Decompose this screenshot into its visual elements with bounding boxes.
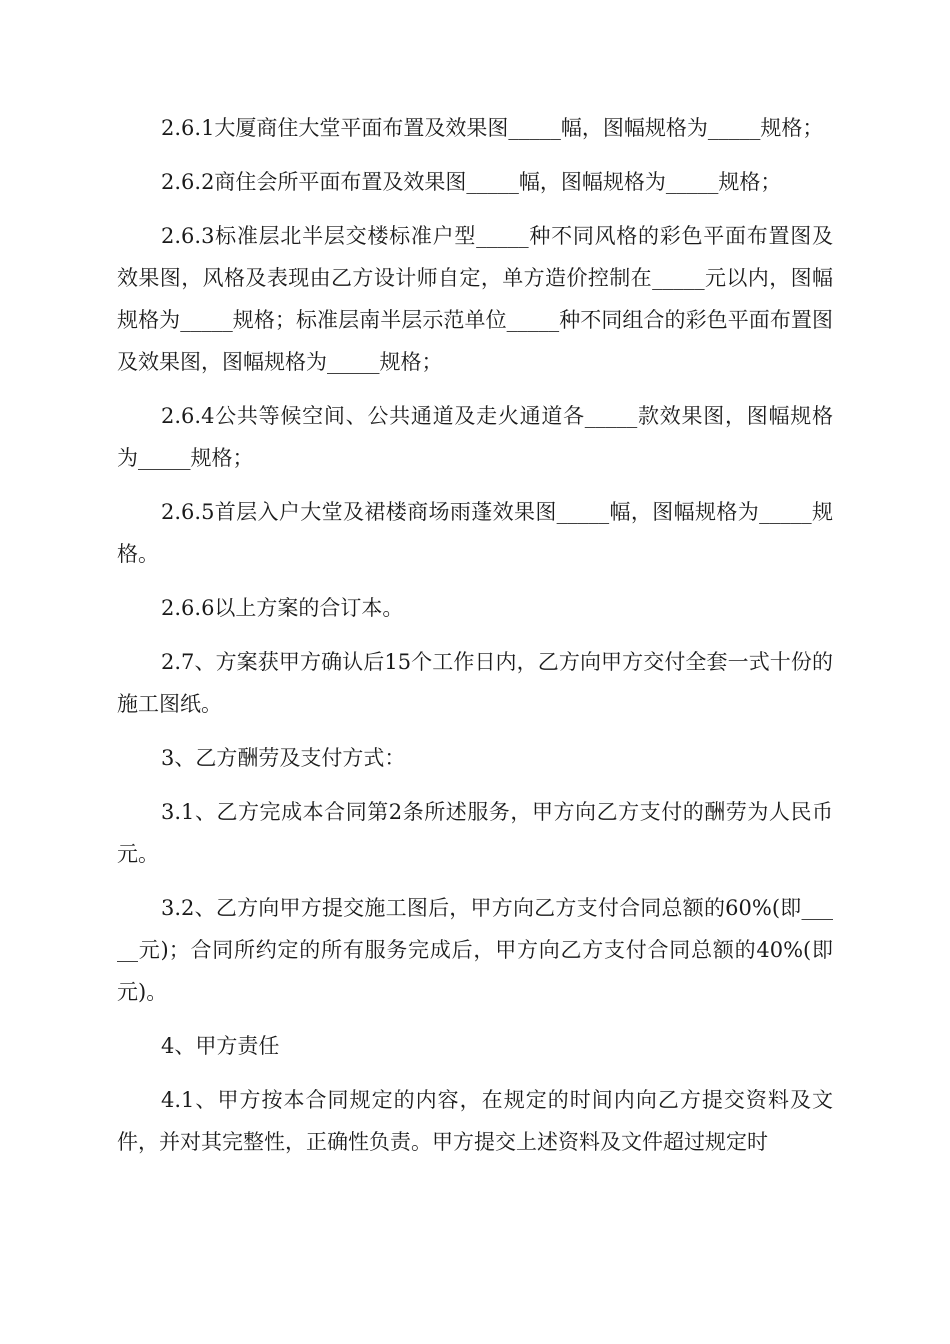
section-3-heading: 3、乙方酬劳及支付方式： <box>161 746 406 770</box>
clause-3-1: 3.1、乙方完成本合同第2条所述服务，甲方向乙方支付的酬劳为人民币元。 <box>117 800 833 866</box>
section-4-heading: 4、甲方责任 <box>161 1034 280 1058</box>
clause-2-7: 2.7、方案获甲方确认后15个工作日内，乙方向甲方交付全套一式十份的施工图纸。 <box>117 650 833 716</box>
clause-2-6-4: 2.6.4公共等候空间、公共通道及走火通道各_____款效果图，图幅规格为_____规格； <box>117 404 833 470</box>
clause-3-2: 3.2、乙方向甲方提交施工图后，甲方向乙方支付合同总额的60%(即_____元)；合同所约定的所有服务完成后，甲方向乙方支付合同总额的40%(即元)。 <box>117 896 833 1004</box>
clause-4-1: 4.1、甲方按本合同规定的内容，在规定的时间内向乙方提交资料及文件，并对其完整性，正确性负责。甲方提交上述资料及文件超过规定时 <box>117 1088 833 1154</box>
document-body <box>117 107 833 1175</box>
clause-2-6-1: 2.6.1大厦商住大堂平面布置及效果图_____幅，图幅规格为_____规格； <box>161 116 824 140</box>
clause-2-6-6: 2.6.6以上方案的合订本。 <box>161 596 404 620</box>
clause-2-6-2: 2.6.2商住会所平面布置及效果图_____幅，图幅规格为_____规格； <box>161 170 782 194</box>
clause-2-6-5: 2.6.5首层入户大堂及裙楼商场雨蓬效果图_____幅，图幅规格为_____规格。 <box>117 500 833 566</box>
clause-2-6-3: 2.6.3标准层北半层交楼标准户型_____种不同风格的彩色平面布置图及效果图，风格及表现由乙方设计师自定，单方造价控制在_____元以内，图幅规格为_____规格；标准层南半层示范单位_____种不同组合的彩色平面布置图及效果图，图幅规格为_____规格； <box>117 224 833 374</box>
